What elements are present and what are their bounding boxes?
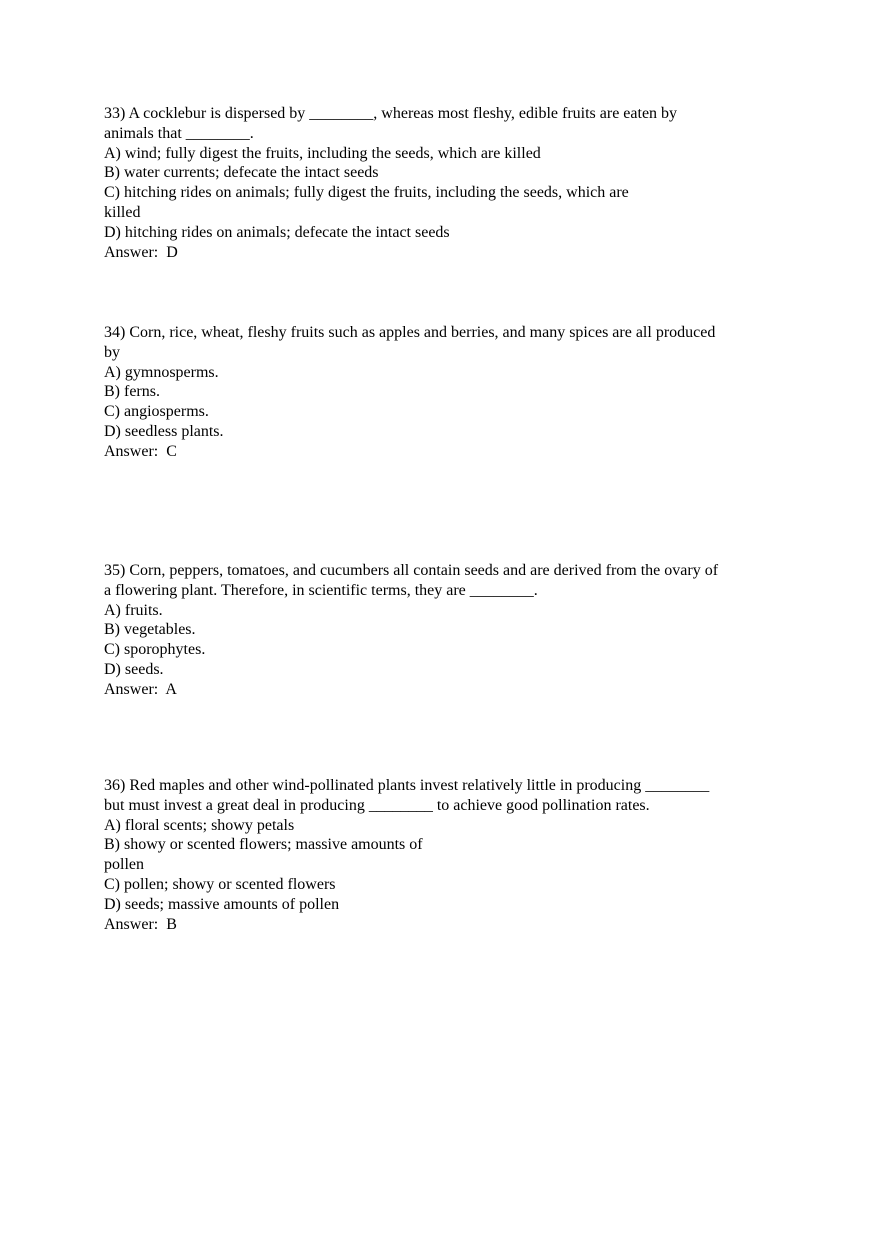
answer-option-b: B) showy or scented flowers; massive amounts of	[104, 836, 423, 854]
answer-option-d: D) seeds.	[104, 660, 164, 678]
answer-option-c: C) hitching rides on animals; fully digest the fruits, including the seeds, which are	[104, 184, 629, 202]
question-stem-line: 35) Corn, peppers, tomatoes, and cucumbers all contain seeds and are derived from the ovary of	[104, 562, 719, 579]
answer-option-d: D) seeds; massive amounts of pollen	[104, 895, 340, 913]
answer-option-d: D) hitching rides on animals; defecate the intact seeds	[104, 223, 450, 241]
answer-key: Answer: C	[104, 442, 177, 460]
question-stem-line: 34) Corn, rice, wheat, fleshy fruits such as apples and berries, and many spices are all produced	[104, 324, 716, 341]
answer-option-a: A) fruits.	[104, 601, 163, 619]
answer-key: Answer: A	[104, 680, 177, 698]
question-stem-line: by	[104, 343, 120, 361]
answer-key: Answer: D	[104, 243, 178, 261]
answer-option-a: A) gymnosperms.	[104, 363, 219, 381]
question-stem-line: but must invest a great deal in producing ________ to achieve good pollination rates.	[104, 796, 650, 814]
question-stem-line: 33) A cocklebur is dispersed by ________, whereas most fleshy, edible fruits are eaten by	[104, 105, 678, 122]
question-stem-line: 36) Red maples and other wind-pollinated plants invest relatively little in producing ________	[104, 777, 710, 794]
answer-option-d: D) seedless plants.	[104, 422, 224, 440]
question-stem-line: animals that ________.	[104, 124, 254, 142]
question-35	[104, 561, 784, 700]
answer-option-b: B) vegetables.	[104, 621, 196, 639]
answer-option-a: A) wind; fully digest the fruits, including the seeds, which are killed	[104, 144, 541, 162]
answer-option-c: C) angiosperms.	[104, 403, 209, 421]
answer-option-a: A) floral scents; showy petals	[104, 816, 295, 834]
question-33	[104, 104, 744, 262]
question-36	[104, 776, 784, 934]
answer-option-c-continued: killed	[104, 203, 141, 221]
answer-option-c: C) sporophytes.	[104, 641, 206, 659]
answer-option-c: C) pollen; showy or scented flowers	[104, 875, 336, 893]
answer-option-b-continued: pollen	[104, 856, 144, 874]
answer-option-b: B) water currents; defecate the intact seeds	[104, 164, 379, 182]
answer-key: Answer: B	[104, 915, 177, 933]
answer-option-b: B) ferns.	[104, 383, 160, 401]
question-stem-line: a flowering plant. Therefore, in scientific terms, they are ________.	[104, 581, 538, 599]
question-34	[104, 323, 784, 462]
